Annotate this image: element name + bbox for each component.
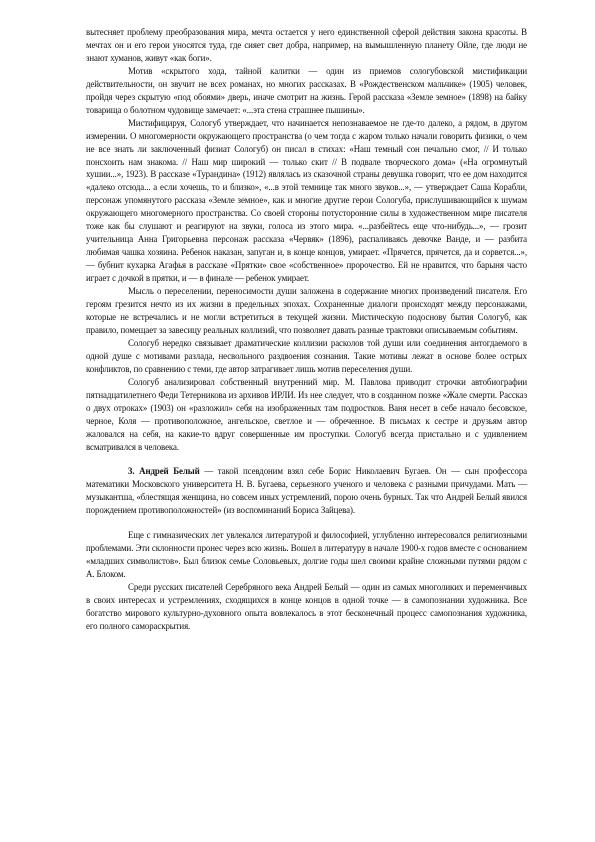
document-page: [86, 26, 527, 633]
paragraph: Среди русских писателей Серебряного века Андрей Белый — один из самых многоликих и переменчивых в своих интересах и устремлениях, сходящихся в конце концов в одной точке — в самопознании художника. Все богатство мирового культурно-духовного опыта вовлекалось в этот бесконечный процесс самопознания художника, его полного самораскрытия.: [86, 582, 527, 631]
paragraph: Сологуб анализировал собственный внутренний мир. М. Павлова приводит строчки автобиографии пятнадцатилетнего Феди Тетерникова из архивов ИРЛИ. Из нее следует, что в созданном позже «Жале смерти. Рассказ о двух отроках» (1903) он «разложил» себя на изображенных там подростков. Ваня несет в себе начало бесовское, черное, Коля — противоположное, ангельское, светлое и — обреченное. В письмах к сестре и друзьям автор жаловался на себя, на какие-то вдруг совершенные им проступки. Сологуб всегда пристально и с удивлением всматривался в человека.: [86, 376, 527, 452]
paragraph: Мистифицируя, Сологуб утверждает, что начинается непознаваемое не где-то далеко, а рядом, в другом измерении. О многомерности окружающего пространства (о чем тогда с жаром только начали говорить физики, о чем не все знать ли заключенный физиат Сологуб) он писал в стихах: «Наш темный сон печально смог, // И только понсхоить нам знакома. // Наш мир широкий — только скит // В подвале творческого дома» («На огромнутый хушии...», 1923). В рассказе «Турандина» (1912) являлась из сказочной страны девушка говорит, что ее дом находится «далеко отсюда... а если хочешь, то и близко», «...в этой темнице так много звуков...», — утверждает Саша Корабли, персонаж упомянутого рассказа «Земле земное», как и многие другие герои Сологуба, прислушивающийся к шумам окружающего многомерного пространства. Со своей стороны потусторонние силы в художественном мире писателя тоже как бы слушают и реагируют на звуки, голоса из этого мира. «...разбейтесь еще что-нибудь...», — грозит учительница Анна Григорьевна персонаж рассказа «Червяк» (1896), распаливаясь девочке Ванде, и — разбита любимая чашка хозяина. Ребенок наказан, запуган и, в конце концов, умирает. «Прячется, прячется, да и сорвется...», — бубнит кухарка Агафья в рассказе «Прятки» свое «собственное» пророчество. Ей не нравится, что барыня часто играет с дочкой в прятки, и — в финале — ребенок умирает.: [86, 117, 527, 284]
paragraph: Сологуб нередко связывает драматические коллизии расколов той души или соединения антогдаемого в одной душе с мотивами разлада, несвольного раздвоения сознания. Такие мотивы лежат в основе более острых конфликтов, по сравнению с теми, где автор затрагивает лишь мотив переселения души.: [86, 337, 527, 374]
section-heading: 3. Андрей Белый: [128, 466, 200, 477]
paragraph: Мысль о переселении, переносимости души заложена в содержание многих произведений писателя. Его героям грезится нечто из их жизни в предельных эпохах. Сохраненные диалоги происходят между персонажами, которые не встречались и не могли встретиться в текущей жизни. Мистическую подоснову бытия Сологуб, как правило, помещает за завесицу реальных коллизий, что позволяет давать разные трактовки описываемым событиям.: [86, 286, 527, 335]
section-paragraph: [86, 465, 527, 517]
paragraph: Мотив «скрытого хода, тайной калитки — один из приемов сологубовской мистификации действительности, он звучит не всех романах, но многих рассказах. В «Рождественском мальчике» (1905) человек, пройдя через скрытую «под обоями» дверь, иначе смотрит на жизнь. Герой рассказа «Земле земное» (1898) на байку товарища о болотном чудовище замечает: «...эта стена страшнее пышины».: [86, 65, 527, 115]
paragraph-text: — такой псевдоним взял себе Борис Николаевич Бугаев. Он — сын профессора математики Московского университета Н. В. Бугаева, серьезного ученого и человека с разными причудами. Мать — музыкантша, «блестящая женщина, но совсем иных устремлений, порою очень бурных. Так что Андрей Белый явился порождением противоположностей» (из воспоминаний Бориса Зайцева).: [86, 466, 527, 516]
paragraph: вытесняет проблему преобразования мира, мечта остается у него единственной сферой действия закона красоты. В мечтах он и его герои уносятся туда, где сияет свет добра, например, на вымышленную планету Ойле, где люди не знают хуманов, живут «как боги».: [86, 27, 527, 63]
paragraph: Еще с гимназических лет увлекался литературой и философией, углубленно интересовался религиозными проблемами. Эти склонности пронес через всю жизнь. Вошел в литературу в начале 1900-х годов вместе с основанием «младших символистов». Был близок семье Соловьевых, долгие годы шел своими крайне сложными путями рядом с А. Блоком.: [86, 530, 527, 580]
